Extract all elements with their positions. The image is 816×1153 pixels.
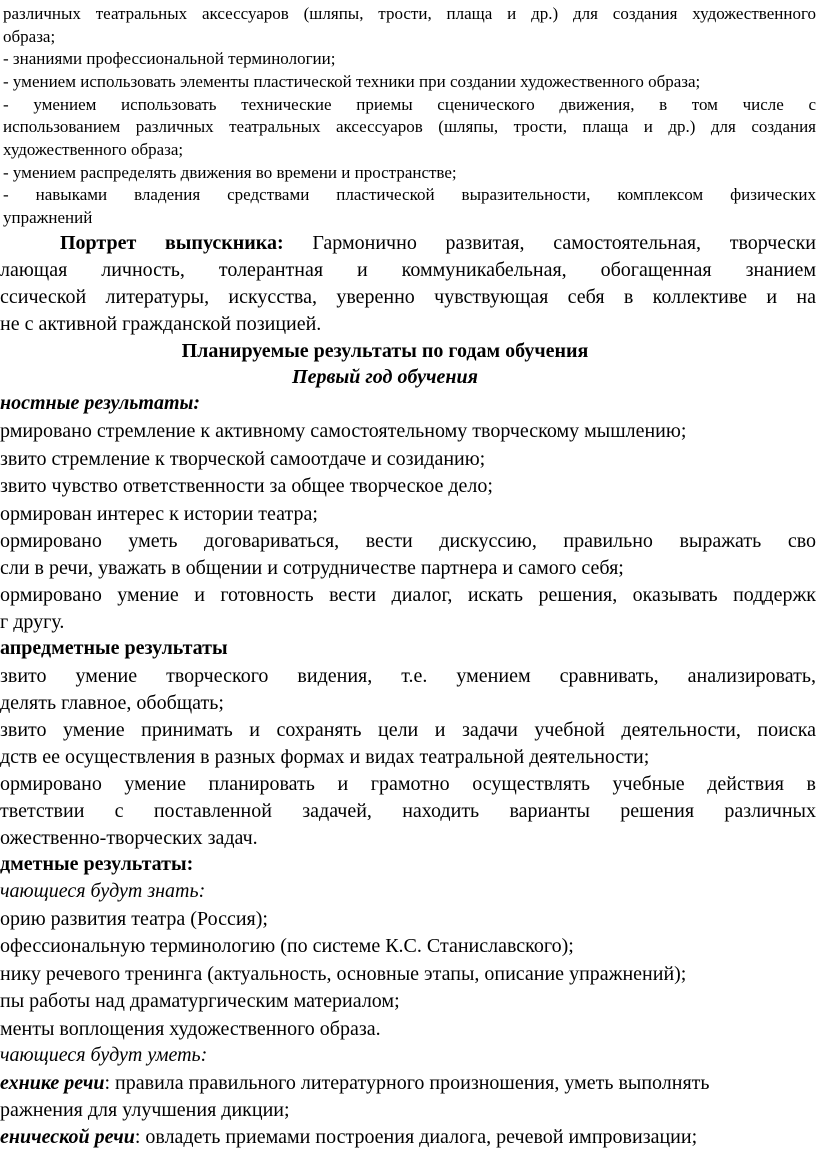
list-item: ормировано уметь договариваться, вести дискуссию, правильно выражать сво [0,530,816,552]
list-item: орию развития театра (Россия); [0,908,268,930]
list-item: г другу. [0,611,65,633]
portrait-line: лающая личность, толерантная и коммуникабельная, обогащенная знанием [0,259,816,281]
list-item-text: : правила правильного литературного произношения, уметь выполнять [104,1072,710,1094]
can-heading: чающиеся будут уметь: [0,1044,208,1066]
portrait-text: Гармонично развитая, самостоятельная, творчески [312,232,816,254]
text-line: - умением распределять движения во времени и пространстве; [3,163,457,182]
list-item: делять главное, обобщать; [0,692,224,714]
list-item: ормирован интерес к истории театра; [0,503,318,525]
list-item: рмировано стремление к активному самостоятельному творческому мышлению; [0,420,687,442]
list-item-label: ехнике речи [0,1072,105,1094]
portrait-line: ссической литературы, искусства, уверенно чувствующая себя в коллективе и на [0,286,816,308]
list-item-text: : овладеть приемами построения диалога, речевой импровизации; [134,1126,698,1148]
section-subtitle: Первый год обучения [292,366,478,388]
text-line: - знаниями профессиональной терминологии; [3,49,336,68]
list-item: звито стремление к творческой самоотдаче и созиданию; [0,448,486,470]
subject-heading: дметные результаты: [0,853,194,875]
list-item: дств ее осуществления в разных формах и видах театральной деятельности; [0,746,650,768]
list-item [0,1073,816,1093]
list-item: ормировано умение и готовность вести диалог, искать решения, оказывать поддержк [0,584,816,606]
list-item: сли в речи, уважать в общении и сотрудничестве партнера и самого себя; [0,557,624,579]
list-item: пы работы над драматургическим материалом; [0,990,400,1012]
know-heading: чающиеся будут знать: [0,880,206,902]
text-line: упражнений [3,208,93,227]
section-title: Планируемые результаты по годам обучения [181,340,589,362]
portrait-label: Портрет выпускника: [60,232,284,254]
list-item: звито умение принимать и сохранять цели и задачи учебной деятельности, поиска [0,719,816,741]
portrait-line: не с активной гражданской позицией. [0,313,322,335]
text-line: - умением использовать технические приемы сценического движения, в том числе с [3,95,816,114]
list-item: менты воплощения художественного образа. [0,1018,381,1040]
text-line: - умением использовать элементы пластической техники при создании художественного образа; [3,72,701,91]
text-line: различных театральных аксессуаров (шляпы, трости, плаща и др.) для создания художественного [3,4,816,23]
list-item: нику речевого тренинга (актуальность, основные этапы, описание упражнений); [0,963,687,985]
portrait-line [60,233,816,253]
list-item: офессиональную терминологию (по системе К.С. Станиславского); [0,935,574,957]
text-line: - навыками владения средствами пластической выразительности, комплексом физических [3,185,816,204]
text-line: образа; [3,27,56,46]
list-item: тветствии с поставленной задачей, находить варианты решения различных [0,800,816,822]
list-item: ормировано умение планировать и грамотно осуществлять учебные действия в [0,773,816,795]
list-item: ражнения для улучшения дикции; [0,1099,290,1121]
list-item: звито умение творческого видения, т.е. умением сравнивать, анализировать, [0,665,816,687]
list-item [0,1127,816,1147]
text-line: использованием различных театральных аксессуаров (шляпы, трости, плаща и др.) для создания [3,117,816,136]
list-item: звито чувство ответственности за общее творческое дело; [0,475,493,497]
list-item-label: енической речи [0,1126,135,1148]
text-line: художественного образа; [3,140,184,159]
meta-heading: апредметные результаты [0,637,228,659]
list-item: ожественно-творческих задач. [0,827,258,849]
personal-heading: ностные результаты: [0,392,201,414]
